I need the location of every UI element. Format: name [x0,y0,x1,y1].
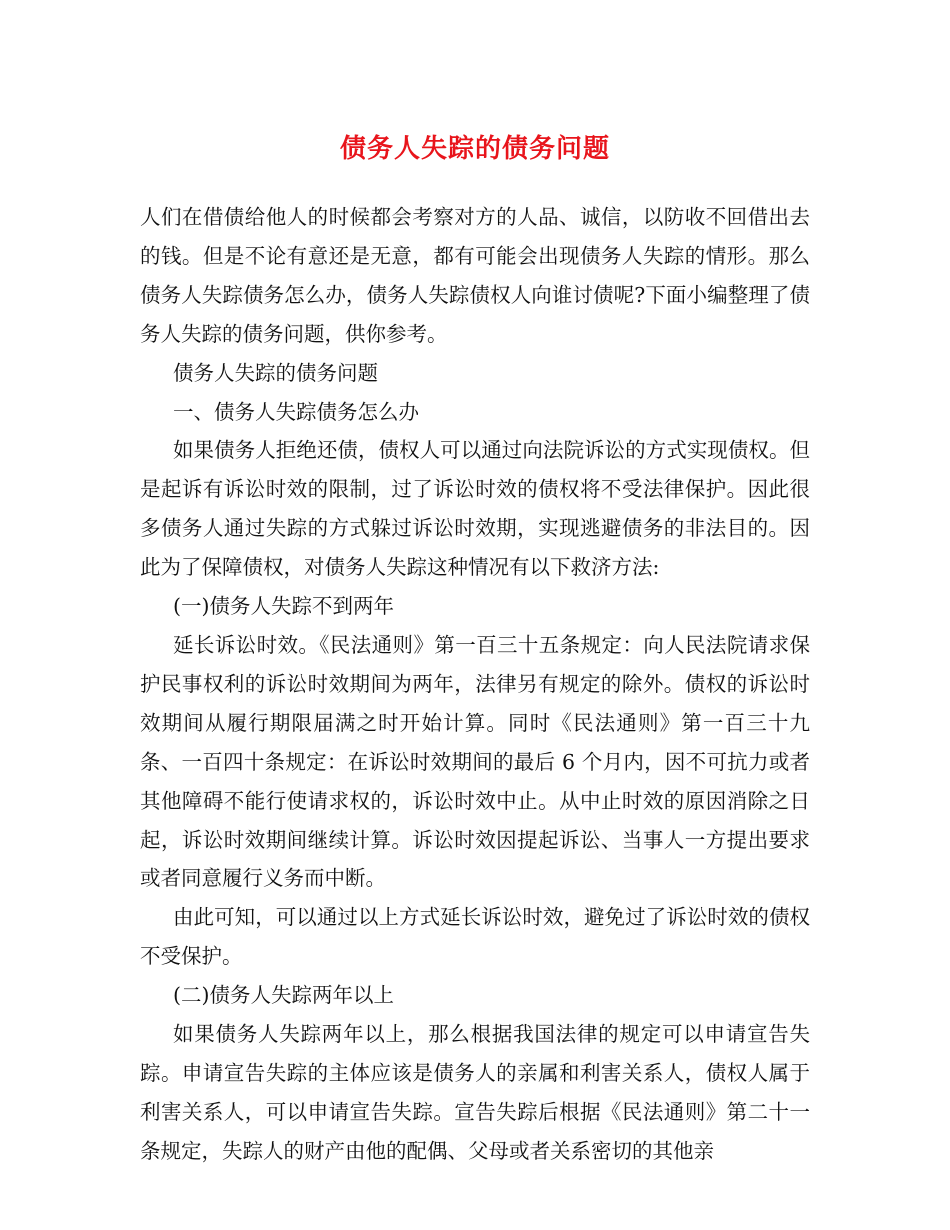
intro-paragraph: 人们在借债给他人的时候都会考察对方的人品、诚信，以防收不回借出去的钱。但是不论有意还是无意，都有可能会出现债务人失踪的情形。那么债务人失踪债务怎么办，债务人失踪债权人向谁讨债呢?下面小编整理了债务人失踪的债务问题，供你参考。 [140,205,810,346]
document-body [140,198,810,1171]
paragraph-extend-limitation: 延长诉讼时效。《民法通则》第一百三十五条规定：向人民法院请求保护民事权利的诉讼时效期间为两年，法律另有规定的除外。债权的诉讼时效期间从履行期限届满之时开始计算。同时《民法通则》第一百三十九条、一百四十条规定：在诉讼时效期间的最后 6 个月内，因不可抗力或者其他障碍不能行使请求权的，诉讼时效中止。从中止时效的原因消除之日起，诉讼时效期间继续计算。诉讼时效因提起诉讼、当事人一方提出要求或者同意履行义务而中断。 [140,632,810,891]
section-heading: 债务人失踪的债务问题 [173,360,378,385]
paragraph-conclusion: 由此可知，可以通过以上方式延长诉讼时效，避免过了诉讼时效的债权不受保护。 [140,905,810,969]
subheading-under-two-years: (一)债务人失踪不到两年 [173,594,394,619]
document-title: 债务人失踪的债务问题 [339,134,610,164]
subheading-1: 一、债务人失踪债务怎么办 [173,399,419,424]
subheading-over-two-years: (二)债务人失踪两年以上 [173,983,394,1008]
paragraph-debt-refusal: 如果债务人拒绝还债，债权人可以通过向法院诉讼的方式实现债权。但是起诉有诉讼时效的限制，过了诉讼时效的债权将不受法律保护。因此很多债务人通过失踪的方式躲过诉讼时效期，实现逃避债务的非法目的。因此为了保障债权，对债务人失踪这种情况有以下救济方法: [140,438,810,580]
paragraph-declare-missing: 如果债务人失踪两年以上，那么根据我国法律的规定可以申请宣告失踪。申请宣告失踪的主体应该是债务人的亲属和利害关系人，债权人属于利害关系人，可以申请宣告失踪。宣告失踪后根据《民法通则》第二十一条规定，失踪人的财产由他的配偶、父母或者关系密切的其他亲 [140,1022,810,1163]
